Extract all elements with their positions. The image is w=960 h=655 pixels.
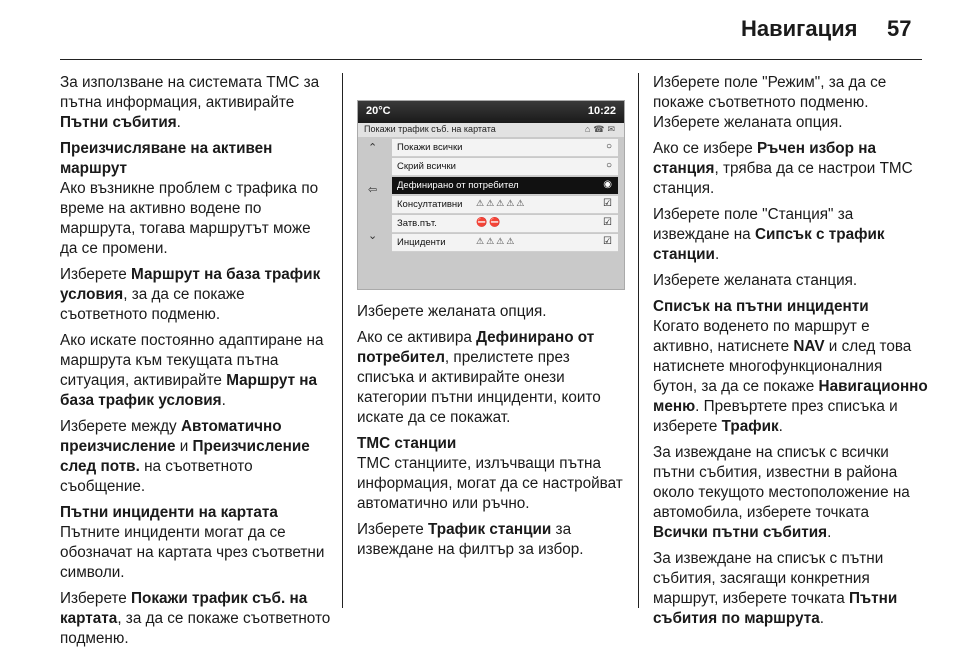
- paragraph-p15: Изберете желаната станция.: [653, 272, 858, 289]
- section-heading-h1: Преизчисляване на активен маршрут: [60, 140, 273, 177]
- paragraph-p18: За извеждане на списък с пътни събития, засягащи конкретния маршрут, изберете точката Пътни събития по маршрута.: [653, 550, 898, 627]
- section-heading-h3: TMC станции: [357, 435, 457, 452]
- scroll-down-icon: ⌄: [368, 230, 378, 242]
- scroll-up-icon: ⌃: [368, 142, 378, 154]
- section-heading-h4: Списък на пътни инциденти: [653, 298, 869, 315]
- screen-status-bar: [358, 101, 624, 123]
- header-rule: [60, 59, 922, 60]
- clock-readout: 10:22: [587, 105, 616, 117]
- paragraph-p12: Изберете поле "Режим", за да се покаже съответното подменю. Изберете желаната опция.: [653, 74, 887, 131]
- screen-list-item: [392, 177, 618, 195]
- column-1: [60, 73, 332, 655]
- paragraph-p1: За използване на системата TMC за пътна информация, активирайте Пътни събития.: [60, 74, 320, 131]
- screen-list-item-label: Покажи всички: [397, 142, 463, 153]
- paragraph-p7: Изберете Покажи трафик съб. на картата, за да се покаже съответното подменю.: [60, 590, 331, 647]
- screen-title: Покажи трафик съб. на картата: [364, 124, 496, 134]
- screen-list-item-label: Затв.път.: [397, 218, 437, 229]
- screen-list-item-label: Консултативни: [397, 199, 463, 210]
- page-header-title: Навигация: [741, 16, 858, 41]
- section-heading-h2: Пътни инциденти на картата: [60, 504, 278, 521]
- paragraph-p8: Изберете желаната опция.: [357, 303, 547, 320]
- column-3: [653, 73, 928, 635]
- paragraph-p10: TMC станциите, излъчващи пътна информация, могат да се настройват автоматично или ръчно.: [357, 455, 623, 512]
- category-icons: ⚠⚠⚠⚠⚠: [476, 198, 527, 208]
- back-icon: ⇦: [368, 184, 378, 196]
- paragraph-p3: Изберете Маршрут на база трафик условия, за да се покаже съответното подменю.: [60, 266, 321, 323]
- screen-list-item: [392, 139, 618, 157]
- page-number: 57: [887, 16, 912, 41]
- paragraph-p17: За извеждане на списък с всички пътни събития, известни в района около текущото местоположение на автомобила, изберете точката Всички пътни събития.: [653, 444, 910, 541]
- screen-list-item-label: Дефинирано от потребител: [397, 180, 519, 191]
- column-divider-1: [342, 73, 343, 608]
- screen-list-item-label: Скрий всички: [397, 161, 456, 172]
- paragraph-p11: Изберете Трафик станции за извеждане на филтър за избор.: [357, 521, 584, 558]
- checkbox-icon: ☑: [603, 236, 612, 247]
- paragraph-p14: Изберете поле "Станция" за извеждане на Сипсък с трафик станции.: [653, 206, 885, 263]
- screen-list-item: [392, 215, 618, 233]
- screen-side-nav: [358, 137, 390, 247]
- temperature-readout: 20°C: [366, 105, 391, 117]
- screen-list-item: [392, 158, 618, 176]
- paragraph-p5: Изберете между Автоматично преизчисление и Преизчисление след потв. на съответното съобщение.: [60, 418, 310, 495]
- status-icons: ⌂☎✉: [584, 124, 618, 134]
- paragraph-p13: Ако се избере Ръчен избор на станция, трябва да се настрои TMC станция.: [653, 140, 913, 197]
- paragraph-p9: Ако се активира Дефинирано от потребител, прелистете през списъка и активирайте онези категории пътни инциденти, които искате да се покажат.: [357, 329, 601, 426]
- checkbox-icon: ☑: [603, 217, 612, 228]
- category-icons: ⛔⛔: [476, 217, 503, 227]
- column-2: [357, 302, 625, 566]
- radio-icon: ◉: [603, 179, 612, 190]
- paragraph-p2: Ако възникне проблем с трафика по време на активно водене по маршрута, тогава маршрутът може да се промени.: [60, 180, 319, 257]
- screen-list-item-label: Инциденти: [397, 237, 446, 248]
- infotainment-screenshot: [357, 100, 625, 290]
- checkbox-icon: ☑: [603, 198, 612, 209]
- category-icons: ⚠⚠⚠⚠: [476, 236, 517, 246]
- paragraph-p6: Пътните инциденти могат да се обозначат на картата чрез съответни символи.: [60, 524, 325, 581]
- column-divider-2: [638, 73, 639, 608]
- paragraph-p4: Ако искате постоянно адаптиране на маршрута към текущата пътна ситуация, активирайте Маршрут на база трафик условия.: [60, 332, 324, 409]
- screen-option-list: [392, 139, 618, 253]
- radio-icon: ○: [605, 160, 612, 171]
- radio-icon: ○: [605, 141, 612, 152]
- screen-list-item: [392, 196, 618, 214]
- screen-list-item: [392, 234, 618, 252]
- screen-title-bar: [358, 123, 624, 137]
- paragraph-p16: Когато воденето по маршрут е активно, натиснете NAV и след това натиснете многофункционалния бутон, за да се покаже Навигационно меню. Превъртете през списъка и изберете Трафик.: [653, 318, 928, 435]
